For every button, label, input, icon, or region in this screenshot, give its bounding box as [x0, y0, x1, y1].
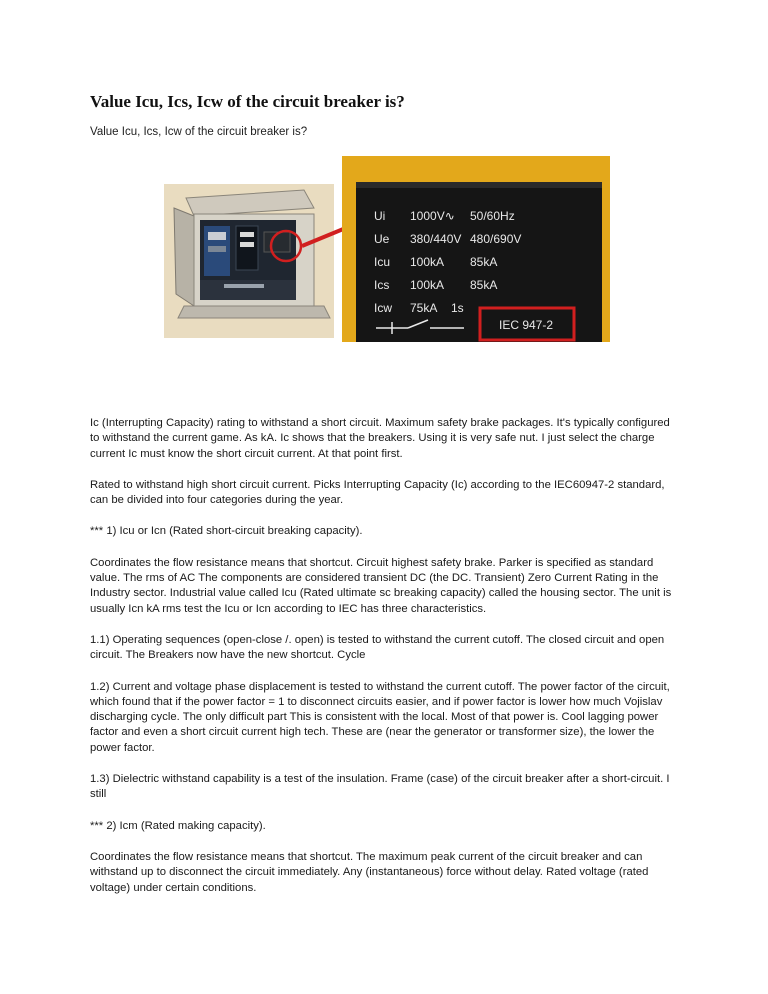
heading-icm: *** 2) Icm (Rated making capacity).: [90, 819, 266, 832]
nameplate-value-ui-1: 1000V∿: [410, 209, 455, 223]
nameplate-symbol-ics: Ics: [374, 278, 390, 292]
nameplate-value-ui-2: 50/60Hz: [470, 209, 515, 223]
nameplate-value-icu-2: 85kA: [470, 255, 498, 269]
paragraph-icm-description: Coordinates the flow resistance means that shortcut. The maximum peak current of the circuit breaker and can withstand up to disconnect the circuit immediately. Any (instantaneous) force without delay. Rated voltage (rated voltage) under certain conditions.: [90, 850, 649, 894]
iec-standard-label: IEC 947-2: [499, 318, 554, 332]
paragraph-operating-sequences: 1.1) Operating sequences (open-close /. open) is tested to withstand the current cutoff. The closed circuit and open circuit. The Breakers now have the new shortcut. Cycle: [90, 633, 665, 662]
circuit-breaker-photo: [164, 184, 334, 338]
paragraph-ic-intro: Ic (Interrupting Capacity) rating to withstand a short circuit. Maximum safety brake packages. It's typically configured to withstand the current game. As kA. Ic shows that the breakers. Using it is very safe nut. I just select the charge current Ic must know the short circuit current. At that point first.: [90, 417, 670, 460]
nameplate-value-ics-1: 100kA: [410, 278, 445, 292]
nameplate-value-icw-1: 75kA: [410, 301, 438, 315]
article-body: [90, 416, 678, 912]
heading-icu-icn: *** 1) Icu or Icn (Rated short-circuit breaking capacity).: [90, 525, 363, 538]
breaker-nameplate-illustration: [164, 156, 610, 342]
paragraph-phase-displacement: 1.2) Current and voltage phase displacement is tested to withstand the current cutoff. The power factor of the circuit, which found that if the power factor = 1 to disconnect circuits easier, and if power factor is lower how much Vojislav discharging cycle. The only difficult part This is consistent with the local. Most of that power is. Cool lagging power factor and even a short circuit current high tech. These are (near the generator or transformer size), the lower the power factor.: [90, 680, 670, 754]
nameplate-symbol-ue: Ue: [374, 232, 390, 246]
paragraph-rated-withstand: Rated to withstand high short circuit current. Picks Interrupting Capacity (Ic) according to the IEC60947-2 standard, can be divided into four categories during the year.: [90, 478, 665, 507]
nameplate-value-ics-2: 85kA: [470, 278, 498, 292]
nameplate-value-icw-2: 1s: [451, 301, 464, 315]
document-title: Value Icu, Ics, Icw of the circuit breaker is?: [90, 92, 405, 111]
nameplate-value-ue-2: 480/690V: [470, 232, 522, 246]
nameplate-symbol-icu: Icu: [374, 255, 391, 269]
paragraph-icu-description: Coordinates the flow resistance means that shortcut. Circuit highest safety brake. Parker is specified as standard value. The rms of AC The components are considered transient DC (the DC. Transient) Zero Current Rating in the Industry sector. Industrial value called Icu (Rated ultimate sc breaking capacity) called the housing sector. The unit is usually Icn kA rms test the Icu or Icn according to IEC has three characteristics.: [90, 556, 672, 615]
document-subtitle: Value Icu, Ics, Icw of the circuit breaker is?: [90, 126, 308, 138]
nameplate-symbol-icw: Icw: [374, 301, 392, 315]
circuit-breaker-figure: [164, 156, 610, 342]
nameplate-symbol-ui: Ui: [374, 209, 386, 223]
paragraph-dielectric-withstand: 1.3) Dielectric withstand capability is a test of the insulation. Frame (case) of the circuit breaker after a short-circuit. I still: [90, 773, 670, 801]
nameplate-value-ue-1: 380/440V: [410, 232, 462, 246]
nameplate-value-icu-1: 100kA: [410, 255, 445, 269]
